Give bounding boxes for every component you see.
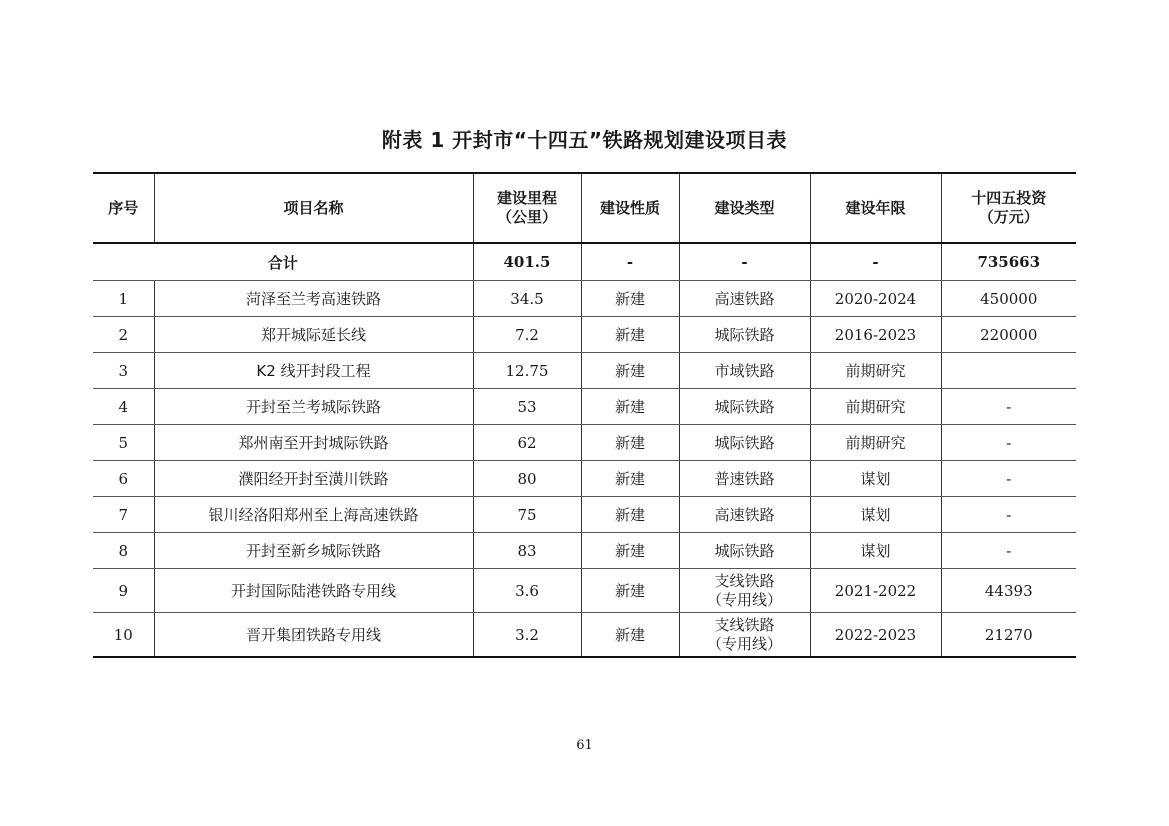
cell-index: 7: [93, 497, 154, 533]
total-type: -: [679, 243, 810, 281]
cell-length: 3.6: [473, 569, 581, 613]
cell-type-line: 市域铁路: [714, 362, 775, 380]
cell-length: 12.75: [473, 353, 581, 389]
cell-period: 前期研究: [810, 425, 941, 461]
total-row: [93, 243, 1076, 281]
cell-period: 2021-2022: [810, 569, 941, 613]
table-row: [93, 281, 1076, 317]
cell-length: 80: [473, 461, 581, 497]
cell-type-line: 高速铁路: [714, 290, 775, 308]
total-length: 401.5: [473, 243, 581, 281]
cell-nature: 新建: [581, 613, 679, 658]
cell-investment: -: [941, 425, 1076, 461]
header-nature: 建设性质: [581, 173, 679, 243]
cell-period: 2016-2023: [810, 317, 941, 353]
cell-index: 1: [93, 281, 154, 317]
cell-investment: -: [941, 533, 1076, 569]
cell-period: 前期研究: [810, 353, 941, 389]
cell-name: 郑开城际延长线: [154, 317, 473, 353]
cell-nature: 新建: [581, 389, 679, 425]
total-period: -: [810, 243, 941, 281]
cell-type-line: 普速铁路: [714, 470, 775, 488]
cell-length: 53: [473, 389, 581, 425]
cell-index: 10: [93, 613, 154, 658]
cell-type-line: 城际铁路: [714, 434, 775, 452]
cell-length: 3.2: [473, 613, 581, 658]
cell-name: K2 线开封段工程: [154, 353, 473, 389]
cell-type-line: 城际铁路: [714, 398, 775, 416]
cell-type: [679, 569, 810, 613]
cell-name: 郑州南至开封城际铁路: [154, 425, 473, 461]
cell-nature: 新建: [581, 461, 679, 497]
table-row: [93, 569, 1076, 613]
cell-nature: 新建: [581, 317, 679, 353]
cell-nature: 新建: [581, 497, 679, 533]
cell-type: [679, 425, 810, 461]
cell-period: 谋划: [810, 461, 941, 497]
cell-index: 5: [93, 425, 154, 461]
header-investment-line-1: 十四五投资: [971, 189, 1047, 207]
header-investment: [941, 173, 1076, 243]
total-nature: -: [581, 243, 679, 281]
cell-type: [679, 353, 810, 389]
table-header-row: [93, 173, 1076, 243]
cell-type: [679, 389, 810, 425]
cell-period: 2022-2023: [810, 613, 941, 658]
header-index: 序号: [93, 173, 154, 243]
cell-index: 8: [93, 533, 154, 569]
cell-name: 开封国际陆港铁路专用线: [154, 569, 473, 613]
cell-period: 谋划: [810, 533, 941, 569]
cell-type: [679, 533, 810, 569]
cell-length: 62: [473, 425, 581, 461]
cell-index: 3: [93, 353, 154, 389]
cell-nature: 新建: [581, 569, 679, 613]
header-length-line-2: （公里）: [496, 208, 557, 226]
cell-investment: [941, 353, 1076, 389]
cell-type: [679, 613, 810, 658]
table-row: [93, 497, 1076, 533]
cell-type: [679, 281, 810, 317]
cell-index: 2: [93, 317, 154, 353]
cell-investment: -: [941, 497, 1076, 533]
table-row: [93, 533, 1076, 569]
cell-type: [679, 461, 810, 497]
cell-type-line: （专用线）: [706, 590, 782, 609]
cell-investment: -: [941, 461, 1076, 497]
cell-name: 银川经洛阳郑州至上海高速铁路: [154, 497, 473, 533]
cell-type: [679, 497, 810, 533]
table-row: [93, 389, 1076, 425]
cell-nature: 新建: [581, 425, 679, 461]
cell-period: 2020-2024: [810, 281, 941, 317]
page-title: 附表 1 开封市“十四五”铁路规划建设项目表: [381, 128, 788, 152]
cell-type-line: 支线铁路: [714, 571, 775, 590]
header-length: [473, 173, 581, 243]
cell-nature: 新建: [581, 533, 679, 569]
cell-index: 9: [93, 569, 154, 613]
cell-index: 4: [93, 389, 154, 425]
total-investment: 735663: [941, 243, 1076, 281]
table-row: [93, 613, 1076, 658]
table-row: [93, 425, 1076, 461]
cell-index: 6: [93, 461, 154, 497]
cell-investment: -: [941, 389, 1076, 425]
table-row: [93, 317, 1076, 353]
page-number: 61: [576, 738, 593, 753]
cell-type-line: 支线铁路: [714, 615, 775, 634]
table-row: [93, 461, 1076, 497]
table-row: [93, 353, 1076, 389]
header-investment-line-2: （万元）: [978, 208, 1039, 226]
cell-name: 菏泽至兰考高速铁路: [154, 281, 473, 317]
cell-type-line: （专用线）: [706, 634, 782, 653]
cell-name: 开封至新乡城际铁路: [154, 533, 473, 569]
cell-length: 7.2: [473, 317, 581, 353]
cell-name: 濮阳经开封至潢川铁路: [154, 461, 473, 497]
cell-nature: 新建: [581, 353, 679, 389]
cell-nature: 新建: [581, 281, 679, 317]
cell-name: 晋开集团铁路专用线: [154, 613, 473, 658]
cell-investment: 220000: [941, 317, 1076, 353]
cell-type: [679, 317, 810, 353]
header-name: 项目名称: [154, 173, 473, 243]
cell-type-line: 高速铁路: [714, 506, 775, 524]
cell-investment: 44393: [941, 569, 1076, 613]
cell-length: 34.5: [473, 281, 581, 317]
cell-type-line: 城际铁路: [714, 326, 775, 344]
header-type: 建设类型: [679, 173, 810, 243]
cell-length: 75: [473, 497, 581, 533]
cell-name: 开封至兰考城际铁路: [154, 389, 473, 425]
cell-investment: 21270: [941, 613, 1076, 658]
total-label: 合计: [93, 243, 473, 281]
cell-investment: 450000: [941, 281, 1076, 317]
cell-period: 谋划: [810, 497, 941, 533]
cell-type-line: 城际铁路: [714, 542, 775, 560]
cell-length: 83: [473, 533, 581, 569]
project-table: [93, 172, 1076, 658]
header-length-line-1: 建设里程: [496, 189, 557, 207]
header-period: 建设年限: [810, 173, 941, 243]
cell-period: 前期研究: [810, 389, 941, 425]
